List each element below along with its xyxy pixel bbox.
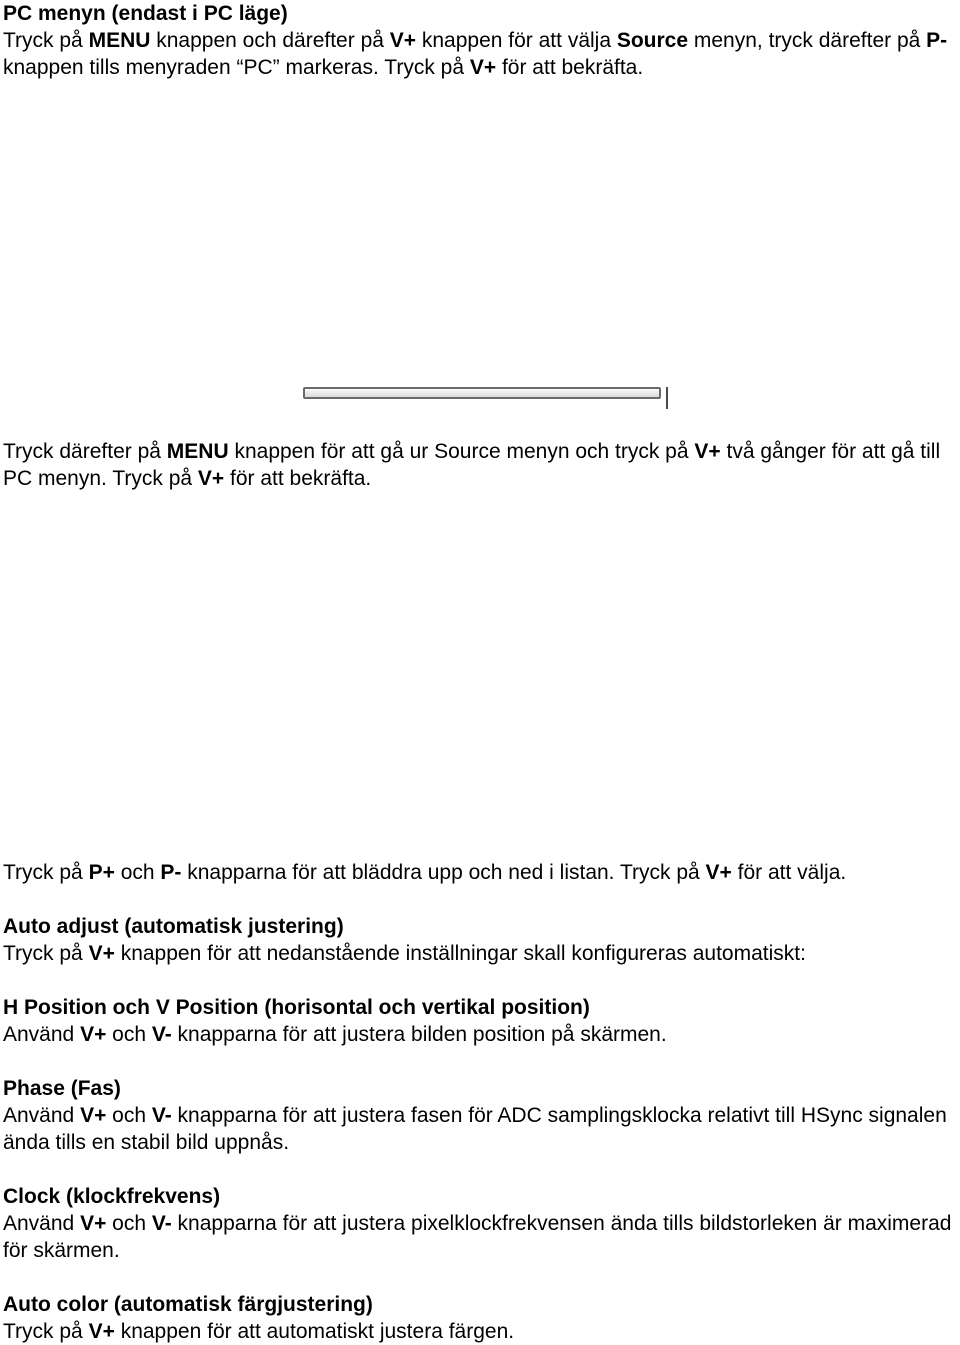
heading-phase: Phase (Fas) xyxy=(3,1077,121,1100)
paragraph-auto-adjust: Tryck på V+ knappen för att nedanstående inställningar skall konfigureras automatiskt: xyxy=(3,942,806,965)
heading-h-v-position: H Position och V Position (horisontal och vertikal position) xyxy=(3,996,590,1019)
paragraph-exit-source-menu: Tryck därefter på MENU knappen för att gå ur Source menyn och tryck på V+ två gånger för att gå till PC menyn. Tryck på V+ för att bekräfta. xyxy=(3,440,941,490)
paragraph-pc-menu-instructions: Tryck på MENU knappen och därefter på V+ knappen för att välja Source menyn, tryck därefter på P- knappen tills menyraden “PC” markeras. Tryck på V+ för att bekräfta. xyxy=(3,29,948,79)
paragraph-auto-color: Tryck på V+ knappen för att automatiskt justera färgen. xyxy=(3,1320,515,1343)
heading-auto-color: Auto color (automatisk färgjustering) xyxy=(3,1293,373,1316)
paragraph-h-v-position: Använd V+ och V- knapparna för att justera bilden position på skärmen. xyxy=(3,1023,667,1046)
paragraph-navigate-list: Tryck på P+ och P- knapparna för att bläddra upp och ned i listan. Tryck på V+ för att välja. xyxy=(3,861,847,884)
menu-bar-marker xyxy=(666,387,668,409)
heading-auto-adjust: Auto adjust (automatisk justering) xyxy=(3,915,344,938)
heading-clock: Clock (klockfrekvens) xyxy=(3,1185,221,1208)
menu-bar-graphic xyxy=(303,387,661,399)
paragraph-phase: Använd V+ och V- knapparna för att justera fasen för ADC samplingsklocka relativt till HSync signalen ända tills en stabil bild uppnås. xyxy=(3,1104,947,1154)
heading-pc-menu: PC menyn (endast i PC läge) xyxy=(3,2,288,25)
paragraph-clock: Använd V+ och V- knapparna för att justera pixelklockfrekvensen ända tills bildstorleken är maximerad för skärmen. xyxy=(3,1212,952,1262)
